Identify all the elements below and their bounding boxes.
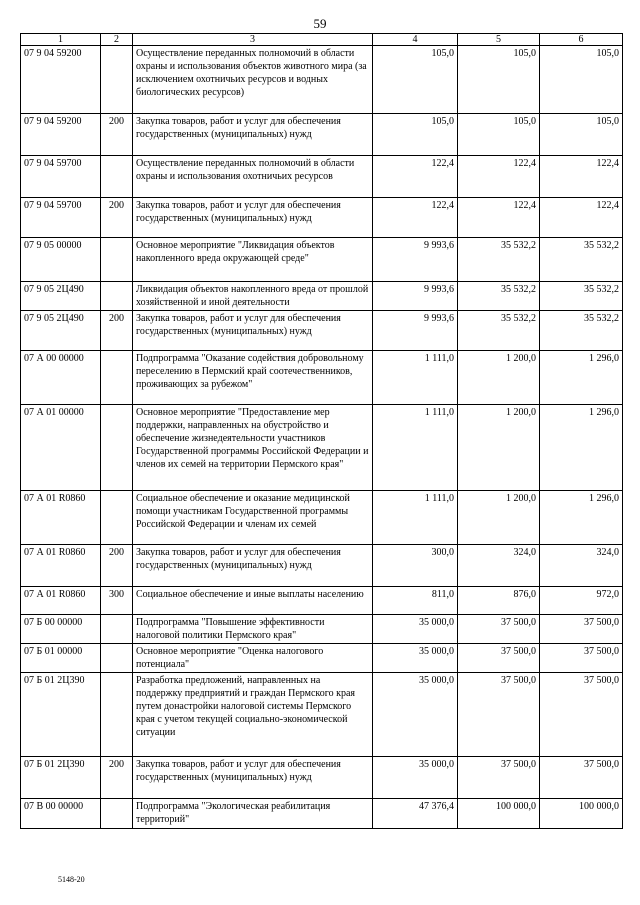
type-cell: [101, 491, 133, 545]
code-cell: 07 А 01 R0860: [21, 545, 101, 587]
type-cell: 200: [101, 311, 133, 351]
type-cell: [101, 615, 133, 644]
type-cell: [101, 644, 133, 673]
value-col6-cell: 122,4: [540, 198, 623, 238]
table-row: [21, 46, 623, 114]
name-cell: Подпрограмма "Оказание содействия добровольному переселению в Пермский край соотечественников, проживающих за рубежом": [133, 351, 373, 405]
name-cell: Закупка товаров, работ и услуг для обеспечения государственных (муниципальных) нужд: [133, 311, 373, 351]
value-col4-cell: 122,4: [373, 198, 458, 238]
page-number: 59: [313, 16, 327, 31]
name-cell: Закупка товаров, работ и услуг для обеспечения государственных (муниципальных) нужд: [133, 198, 373, 238]
table-row: [21, 587, 623, 615]
table-row: [21, 615, 623, 644]
value-col6-cell: 105,0: [540, 114, 623, 156]
type-cell: [101, 238, 133, 282]
value-col6-cell: 100 000,0: [540, 799, 623, 829]
value-col5-cell: 324,0: [458, 545, 540, 587]
value-col6-cell: 37 500,0: [540, 644, 623, 673]
header-cell: 3: [133, 34, 373, 46]
value-col6-cell: 37 500,0: [540, 673, 623, 757]
value-col6-cell: 122,4: [540, 156, 623, 198]
code-cell: 07 А 00 00000: [21, 351, 101, 405]
code-cell: 07 Б 01 2Ц390: [21, 673, 101, 757]
code-cell: 07 Б 00 00000: [21, 615, 101, 644]
value-col4-cell: 9 993,6: [373, 311, 458, 351]
type-cell: [101, 405, 133, 491]
value-col4-cell: 35 000,0: [373, 757, 458, 799]
type-cell: 200: [101, 114, 133, 156]
name-cell: Основное мероприятие "Ликвидация объектов накопленного вреда окружающей среде": [133, 238, 373, 282]
value-col4-cell: 9 993,6: [373, 238, 458, 282]
value-col4-cell: 35 000,0: [373, 673, 458, 757]
code-cell: 07 А 01 00000: [21, 405, 101, 491]
name-cell: Социальное обеспечение и оказание медицинской помощи участникам Государственной программы Российской Федерации и членам их семей: [133, 491, 373, 545]
value-col6-cell: 105,0: [540, 46, 623, 114]
value-col4-cell: 122,4: [373, 156, 458, 198]
table-row: [21, 282, 623, 311]
table-row: [21, 156, 623, 198]
header-cell: 1: [21, 34, 101, 46]
type-cell: 200: [101, 757, 133, 799]
value-col4-cell: 105,0: [373, 46, 458, 114]
value-col5-cell: 37 500,0: [458, 757, 540, 799]
code-cell: 07 А 01 R0860: [21, 587, 101, 615]
code-cell: 07 9 05 2Ц490: [21, 282, 101, 311]
value-col5-cell: 1 200,0: [458, 491, 540, 545]
table-row: [21, 351, 623, 405]
value-col4-cell: 1 111,0: [373, 405, 458, 491]
value-col6-cell: 1 296,0: [540, 491, 623, 545]
code-cell: 07 Б 01 00000: [21, 644, 101, 673]
type-cell: 300: [101, 587, 133, 615]
code-cell: 07 9 04 59700: [21, 156, 101, 198]
value-col5-cell: 35 532,2: [458, 311, 540, 351]
type-cell: [101, 282, 133, 311]
value-col5-cell: 105,0: [458, 114, 540, 156]
value-col5-cell: 35 532,2: [458, 238, 540, 282]
name-cell: Закупка товаров, работ и услуг для обеспечения государственных (муниципальных) нужд: [133, 757, 373, 799]
name-cell: Осуществление переданных полномочий в области охраны и использования охотничьих ресурсов: [133, 156, 373, 198]
table-row: [21, 405, 623, 491]
value-col5-cell: 1 200,0: [458, 351, 540, 405]
type-cell: [101, 673, 133, 757]
type-cell: 200: [101, 198, 133, 238]
value-col6-cell: 972,0: [540, 587, 623, 615]
value-col5-cell: 105,0: [458, 46, 540, 114]
table-row: [21, 644, 623, 673]
code-cell: 07 9 05 2Ц490: [21, 311, 101, 351]
code-cell: 07 9 05 00000: [21, 238, 101, 282]
name-cell: Основное мероприятие "Оценка налогового потенциала": [133, 644, 373, 673]
value-col4-cell: 300,0: [373, 545, 458, 587]
name-cell: Осуществление переданных полномочий в области охраны и использования объектов животного мира (за исключением охотничьих ресурсов и водных биологических ресурсов): [133, 46, 373, 114]
table-row: [21, 198, 623, 238]
value-col5-cell: 876,0: [458, 587, 540, 615]
value-col4-cell: 811,0: [373, 587, 458, 615]
value-col4-cell: 9 993,6: [373, 282, 458, 311]
value-col4-cell: 47 376,4: [373, 799, 458, 829]
name-cell: Закупка товаров, работ и услуг для обеспечения государственных (муниципальных) нужд: [133, 545, 373, 587]
value-col6-cell: 35 532,2: [540, 282, 623, 311]
value-col4-cell: 105,0: [373, 114, 458, 156]
type-cell: [101, 46, 133, 114]
header-cell: 6: [540, 34, 623, 46]
value-col4-cell: 1 111,0: [373, 351, 458, 405]
value-col5-cell: 122,4: [458, 198, 540, 238]
type-cell: [101, 156, 133, 198]
table-row: [21, 545, 623, 587]
table-row: [21, 799, 623, 829]
value-col4-cell: 35 000,0: [373, 644, 458, 673]
value-col5-cell: 37 500,0: [458, 615, 540, 644]
name-cell: Подпрограмма "Повышение эффективности налоговой политики Пермского края": [133, 615, 373, 644]
name-cell: Основное мероприятие "Предоставление мер поддержки, направленных на обустройство и обеспечение жизнедеятельности участников Государственной программы Российской Федерации и членов их семей на территории Пермского края": [133, 405, 373, 491]
header-row: [21, 34, 623, 46]
header-cell: 2: [101, 34, 133, 46]
name-cell: Ликвидация объектов накопленного вреда от прошлой хозяйственной и иной деятельности: [133, 282, 373, 311]
value-col5-cell: 37 500,0: [458, 673, 540, 757]
value-col6-cell: 37 500,0: [540, 615, 623, 644]
code-cell: 07 А 01 R0860: [21, 491, 101, 545]
code-cell: 07 9 04 59200: [21, 114, 101, 156]
name-cell: Социальное обеспечение и иные выплаты населению: [133, 587, 373, 615]
code-cell: 07 9 04 59200: [21, 46, 101, 114]
value-col6-cell: 35 532,2: [540, 238, 623, 282]
value-col4-cell: 1 111,0: [373, 491, 458, 545]
table-row: [21, 238, 623, 282]
header-cell: 5: [458, 34, 540, 46]
value-col5-cell: 37 500,0: [458, 644, 540, 673]
value-col6-cell: 324,0: [540, 545, 623, 587]
name-cell: Закупка товаров, работ и услуг для обеспечения государственных (муниципальных) нужд: [133, 114, 373, 156]
name-cell: Подпрограмма "Экологическая реабилитация территорий": [133, 799, 373, 829]
table-row: [21, 114, 623, 156]
type-cell: [101, 351, 133, 405]
value-col5-cell: 100 000,0: [458, 799, 540, 829]
footer-code: 5148-20: [58, 875, 85, 884]
value-col6-cell: 1 296,0: [540, 351, 623, 405]
budget-table: [20, 33, 623, 829]
value-col5-cell: 35 532,2: [458, 282, 540, 311]
code-cell: 07 9 04 59700: [21, 198, 101, 238]
value-col6-cell: 35 532,2: [540, 311, 623, 351]
table-row: [21, 491, 623, 545]
name-cell: Разработка предложений, направленных на поддержку предприятий и граждан Пермского края путем донастройки налоговой системы Пермского края с учетом текущей социально-экономической ситуации: [133, 673, 373, 757]
table-row: [21, 311, 623, 351]
code-cell: 07 Б 01 2Ц390: [21, 757, 101, 799]
type-cell: [101, 799, 133, 829]
type-cell: 200: [101, 545, 133, 587]
table-row: [21, 757, 623, 799]
value-col5-cell: 122,4: [458, 156, 540, 198]
value-col4-cell: 35 000,0: [373, 615, 458, 644]
value-col6-cell: 1 296,0: [540, 405, 623, 491]
code-cell: 07 В 00 00000: [21, 799, 101, 829]
table-row: [21, 673, 623, 757]
header-cell: 4: [373, 34, 458, 46]
value-col5-cell: 1 200,0: [458, 405, 540, 491]
value-col6-cell: 37 500,0: [540, 757, 623, 799]
